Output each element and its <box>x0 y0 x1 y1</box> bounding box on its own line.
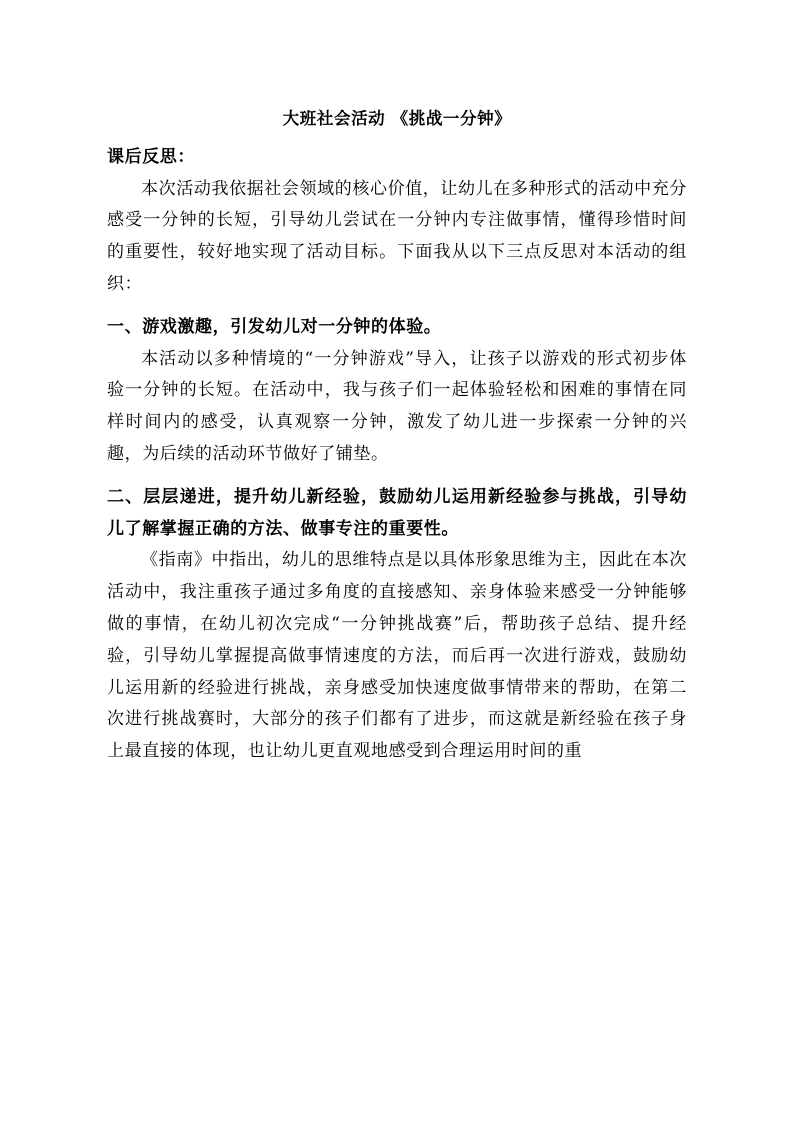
reflection-label: 课后反思： <box>107 146 195 167</box>
document-title: 大班社会活动 《挑战一分钟》 <box>282 109 512 128</box>
document-body <box>107 103 687 768</box>
section-1-body: 本活动以多种情境的“一分钟游戏”导入，让孩子以游戏的形式初步体验一分钟的长短。在活动中，我与孩子们一起体验轻松和困难的事情在同样时间内的感受，认真观察一分钟，激发了幼儿进一步探索一分钟的兴趣，为后续的活动环节做好了铺垫。 <box>107 348 687 464</box>
section-2-heading: 二、层层递进，提升幼儿新经验，鼓励幼儿运用新经验参与挑战，引导幼儿了解掌握正确的方法、做事专注的重要性。 <box>107 486 687 539</box>
intro-paragraph: 本次活动我依据社会领域的核心价值，让幼儿在多种形式的活动中充分感受一分钟的长短，引导幼儿尝试在一分钟内专注做事情，懂得珍惜时间的重要性，较好地实现了活动目标。下面我从以下三点反思对本活动的组织： <box>107 178 687 294</box>
section-1-heading: 一、游戏激趣，引发幼儿对一分钟的体验。 <box>107 316 442 337</box>
section-2-body: 《指南》中指出，幼儿的思维特点是以具体形象思维为主，因此在本次活动中，我注重孩子通过多角度的直接感知、亲身体验来感受一分钟能够做的事情，在幼儿初次完成“一分钟挑战赛”后，帮助孩子总结、提升经验，引导幼儿掌握提高做事情速度的方法，而后再一次进行游戏，鼓励幼儿运用新的经验进行挑战，亲身感受加快速度做事情带来的帮助，在第二次进行挑战赛时，大部分的孩子们都有了进步，而这就是新经验在孩子身上最直接的体现，也让幼儿更直观地感受到合理运用时间的重 <box>107 550 687 762</box>
